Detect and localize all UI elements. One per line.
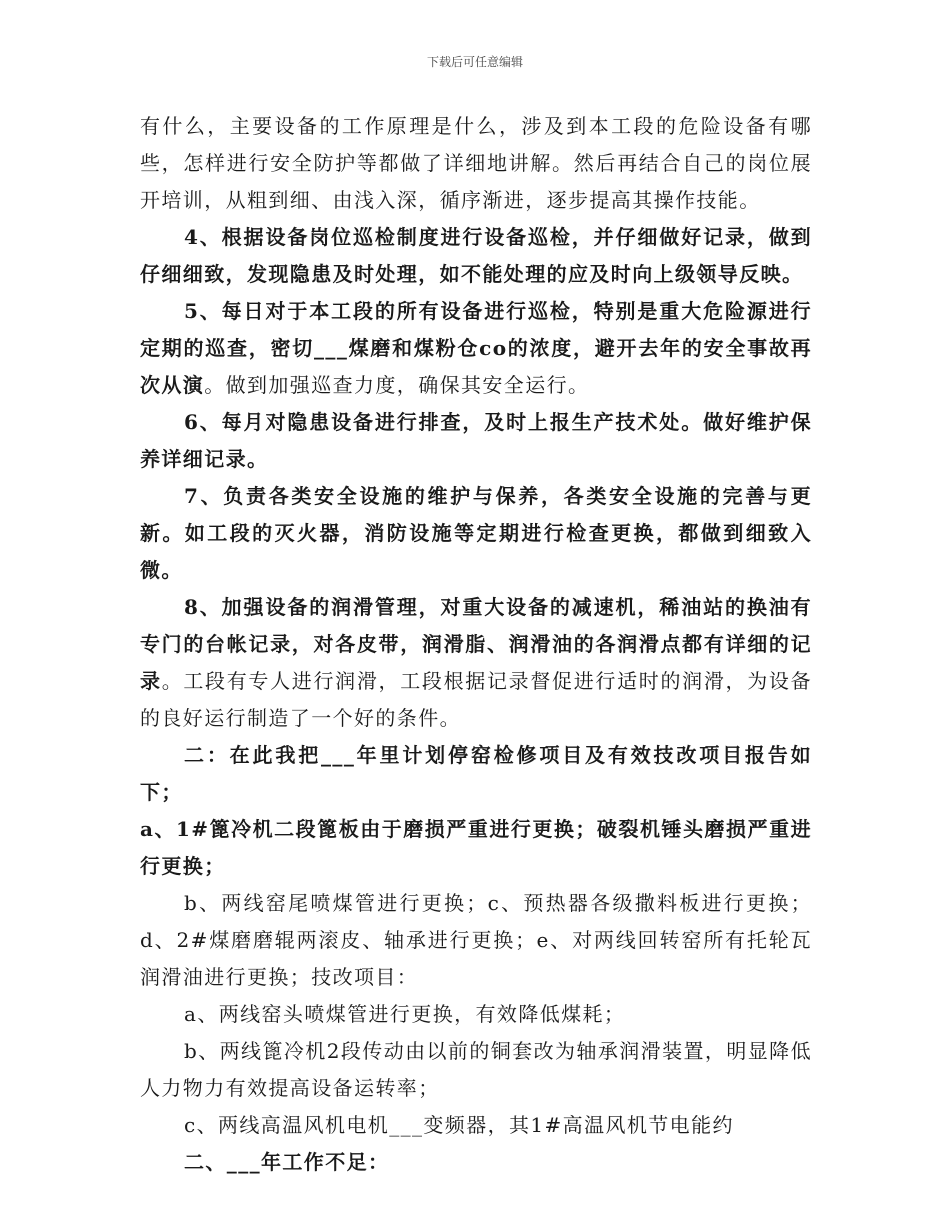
text-run: 7、负责各类安全设施的维护与保养，各类安全设施的完善与更新。如工段的灭火器，消防设施等定期进行检查更换，都做到细致入微。 xyxy=(140,484,812,582)
text-run: 二、___年工作不足： xyxy=(184,1150,390,1174)
text-run: c、两线高温风机电机___变频器，其1#高温风机节电能约 xyxy=(184,1113,734,1137)
paragraph-list-a xyxy=(140,811,812,885)
text-run: 8、加强设备的润滑管理，对重大设备的减速机，稀油站的换油有专门的台帐记录，对各皮带，润滑脂、润滑油的各润滑点都有详细的记录 xyxy=(140,595,812,693)
text-run: 。做到加强巡查力度，确保其安全运行。 xyxy=(204,373,590,397)
paragraph-list-b xyxy=(140,885,812,996)
text-run: 有什么，主要设备的工作原理是什么，涉及到本工段的危险设备有哪些，怎样进行安全防护等都做了详细地讲解。然后再结合自己的岗位展开培训，从粗到细、由浅入深，循序渐进，逐步提高其操作技能。 xyxy=(140,114,812,212)
page-header: 下载后可任意编辑 xyxy=(426,55,523,69)
paragraph-tech-a xyxy=(140,996,812,1033)
text-run: a、1#篦冷机二段篦板由于磨损严重进行更换；破裂机锤头磨损严重进行更换； xyxy=(140,817,812,878)
text-run: 5、每日对于本工段的所有设备进行巡检，特别是重大危险源进行定期的巡查，密切___煤磨和煤粉仓co的浓度，避开去年的安全事故再次从演 xyxy=(140,299,812,397)
paragraph-item-8 xyxy=(140,589,812,737)
text-run: a、两线窑头喷煤管进行更换，有效降低煤耗； xyxy=(184,1002,626,1026)
section-heading-plan xyxy=(140,737,812,811)
text-run: 二：在此我把___年里计划停窑检修项目及有效技改项目报告如下； xyxy=(140,743,812,804)
text-run: b、两线篦冷机2段传动由以前的铜套改为轴承润滑装置，明显降低人力物力有效提高设备运转率； xyxy=(140,1039,812,1100)
text-run: 4、根据设备岗位巡检制度进行设备巡检，并仔细做好记录，做到仔细细致，发现隐患及时处理，如不能处理的应及时向上级领导反映。 xyxy=(140,225,812,286)
paragraph-item-4 xyxy=(140,219,812,293)
paragraph-item-5 xyxy=(140,293,812,404)
document-body xyxy=(140,108,812,1181)
paragraph-tech-c xyxy=(140,1107,812,1144)
section-heading-shortcomings xyxy=(140,1144,812,1181)
paragraph-item-7 xyxy=(140,478,812,589)
paragraph-tech-b xyxy=(140,1033,812,1107)
text-run: 。工段有专人进行润滑，工段根据记录督促进行适时的润滑，为设备的良好运行制造了一个好的条件。 xyxy=(140,669,812,730)
paragraph-item-6 xyxy=(140,404,812,478)
paragraph xyxy=(140,108,812,219)
text-run: 6、每月对隐患设备进行排查，及时上报生产技术处。做好维护保养详细记录。 xyxy=(140,410,812,471)
text-run: b、两线窑尾喷煤管进行更换；c、预热器各级撒料板进行更换；d、2#煤磨磨辊两滚皮、轴承进行更换；e、对两线回转窑所有托轮瓦润滑油进行更换；技改项目： xyxy=(140,891,812,989)
